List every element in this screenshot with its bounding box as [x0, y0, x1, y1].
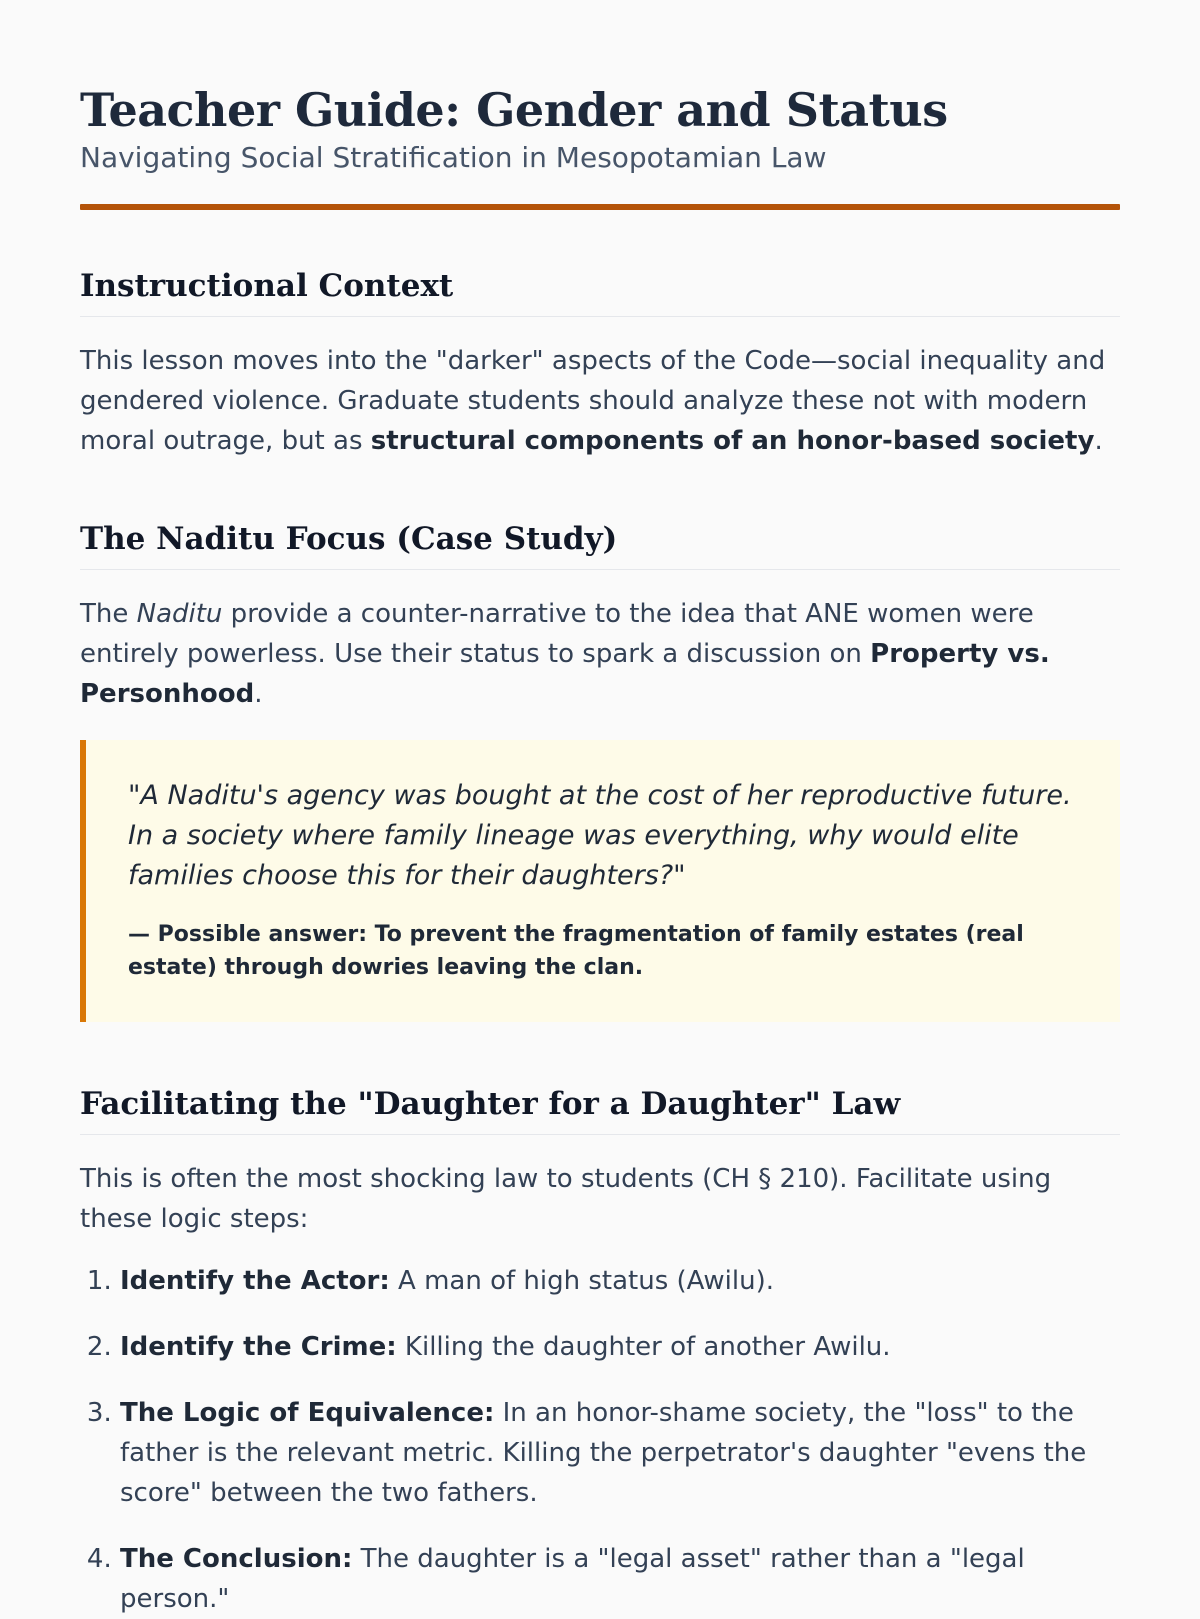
- section-naditu-focus: [80, 519, 1120, 1022]
- context-text-after: .: [1094, 426, 1103, 456]
- step-label: Identify the Crime:: [120, 1332, 397, 1362]
- naditu-text-middle: provide a counter-narrative to the idea that ANE women were entirely powerless. Use their status to spark a discussion on: [80, 599, 1034, 669]
- section-daughter-law: [80, 1084, 1120, 1619]
- teacher-guide-page: [80, 0, 1120, 1619]
- daughter-intro: This is often the most shocking law to students (CH § 210). Facilitate using these logic steps:: [80, 1164, 1052, 1234]
- step-text: A man of high status (Awilu).: [389, 1266, 774, 1296]
- discussion-callout: [80, 740, 1120, 1022]
- callout-quote: "A Naditu's agency was bought at the cost of her reproductive future. In a society where family lineage was everything, why would elite families choose this for their daughters?": [128, 780, 1072, 891]
- step-label: Identify the Actor:: [120, 1266, 390, 1296]
- section-heading-naditu: The Naditu Focus (Case Study): [80, 519, 1120, 570]
- context-text-before: This lesson moves into the "darker" aspects of the Code—social inequality and gendered violence. Graduate students should analyze these not with modern moral outrage, but as: [80, 346, 1106, 456]
- context-emphasis: structural components of an honor-based society: [370, 426, 1095, 456]
- context-paragraph: [80, 341, 1120, 461]
- naditu-paragraph: [80, 594, 1120, 714]
- callout-answer: — Possible answer: To prevent the fragmentation of family estates (real estate) through dowries leaving the clan.: [128, 922, 1024, 980]
- step-text: In an honor-shame society, the "loss" to the father is the relevant metric. Killing the perpetrator's daughter "evens the score" between the two fathers.: [120, 1398, 1087, 1508]
- naditu-text-start: The: [80, 599, 137, 629]
- step-text: The daughter is a "legal asset" rather than a "legal person.": [120, 1544, 1025, 1614]
- logic-steps-list: [80, 1261, 1120, 1619]
- section-heading-daughter: Facilitating the "Daughter for a Daughter" Law: [80, 1084, 1120, 1135]
- page-header: [80, 82, 1120, 210]
- step-label: The Conclusion:: [120, 1544, 353, 1574]
- page-subtitle: Navigating Social Stratification in Mesopotamian Law: [80, 141, 827, 174]
- logic-step: [120, 1327, 1120, 1367]
- header-divider: [80, 204, 1120, 210]
- section-heading-context: Instructional Context: [80, 266, 1120, 317]
- step-label: The Logic of Equivalence:: [120, 1398, 495, 1428]
- step-text: Killing the daughter of another Awilu.: [396, 1332, 891, 1362]
- logic-step: [120, 1393, 1120, 1513]
- naditu-emphasis: Property vs. Personhood: [80, 639, 1050, 709]
- logic-step: [120, 1539, 1120, 1619]
- naditu-term: Naditu: [136, 599, 223, 629]
- logic-step: [120, 1261, 1120, 1301]
- section-instructional-context: [80, 266, 1120, 461]
- page-title: Teacher Guide: Gender and Status: [80, 83, 948, 137]
- naditu-text-end: .: [254, 679, 263, 709]
